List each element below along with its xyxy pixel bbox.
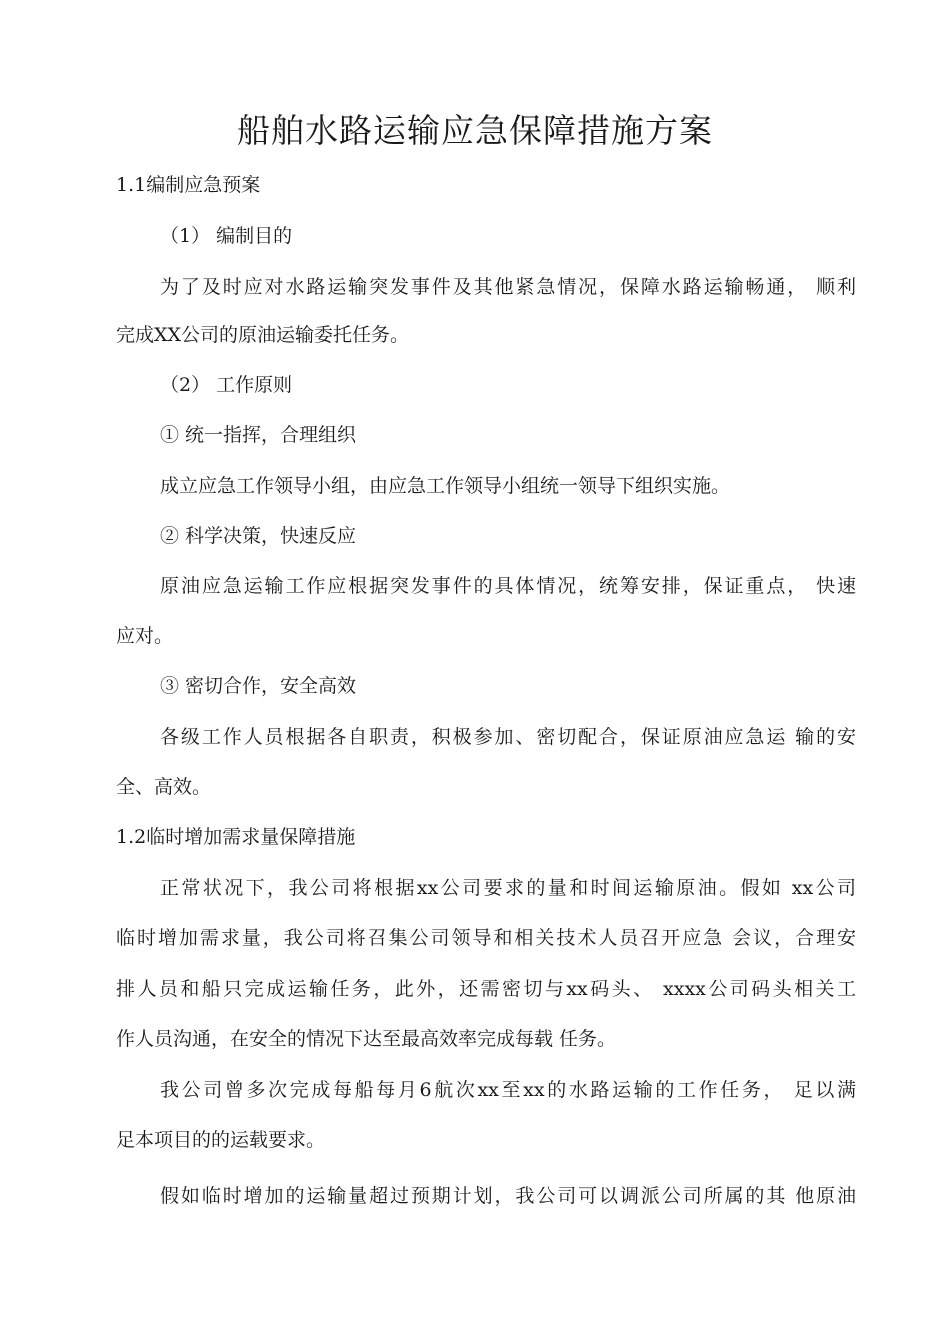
- paragraph-line: 应对。: [116, 625, 174, 647]
- subheading-principles: （2） 工作原则: [160, 374, 293, 396]
- paragraph-line: 为了及时应对水路运输突发事件及其他紧急情况，保障水路运输畅通， 顺利: [160, 276, 856, 298]
- paragraph-line: 完成XX公司的原油运输委托任务。: [116, 324, 410, 346]
- principle-item-3: ③ 密切合作，安全高效: [160, 675, 357, 697]
- paragraph-line: 正常状况下，我公司将根据xx公司要求的量和时间运输原油。假如 xx公司: [160, 877, 856, 899]
- paragraph-line: 假如临时增加的运输量超过预期计划，我公司可以调派公司所属的其 他原油: [160, 1185, 856, 1207]
- paragraph-line: 排人员和船只完成运输任务，此外，还需密切与xx码头、 xxxx公司码头相关工: [116, 978, 856, 1000]
- principle-item-1: ① 统一指挥，合理组织: [160, 424, 357, 446]
- paragraph-line: 我公司曾多次完成每船每月6航次xx至xx的水路运输的工作任务， 足以满: [160, 1079, 856, 1101]
- subheading-purpose: （1） 编制目的: [160, 225, 293, 247]
- section-heading-1-1: 1.1编制应急预案: [116, 174, 261, 196]
- paragraph-line: 临时增加需求量，我公司将召集公司领导和相关技术人员召开应急 会议，合理安: [116, 927, 856, 949]
- paragraph-line: 成立应急工作领导小组，由应急工作领导小组统一领导下组织实施。: [160, 475, 731, 497]
- paragraph-line: 作人员沟通，在安全的情况下达至最高效率完成每载 任务。: [116, 1028, 617, 1050]
- document-title: 船舶水路运输应急保障措施方案: [237, 111, 713, 150]
- paragraph-line: 足本项目的的运载要求。: [116, 1129, 326, 1151]
- section-heading-1-2: 1.2临时增加需求量保障措施: [116, 826, 356, 848]
- paragraph-line: 原油应急运输工作应根据突发事件的具体情况，统筹安排，保证重点， 快速: [160, 575, 856, 597]
- principle-item-2: ② 科学决策，快速反应: [160, 525, 357, 547]
- paragraph-line: 全、高效。: [116, 776, 212, 798]
- paragraph-line: 各级工作人员根据各自职责，积极参加、密切配合，保证原油应急运 输的安: [160, 726, 856, 748]
